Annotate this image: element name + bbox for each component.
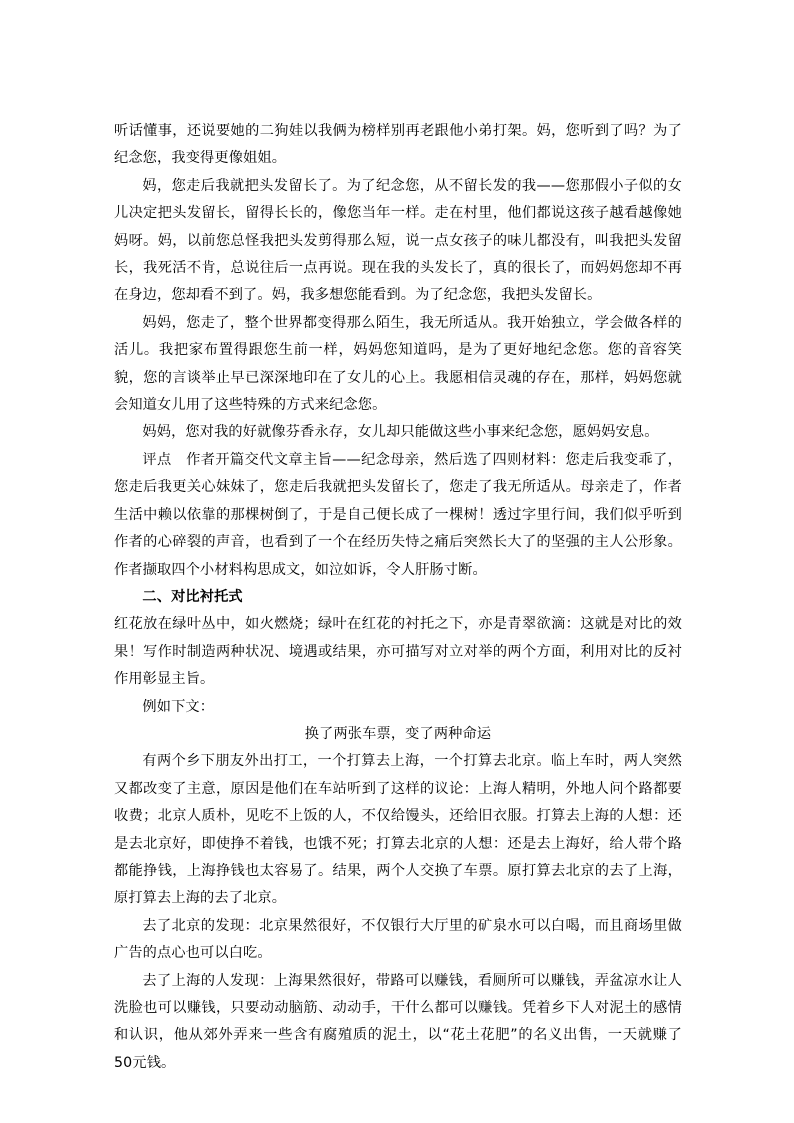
example-paragraph: 有两个乡下朋友外出打工，一个打算去上海，一个打算去北京。临上车时，两人突然又都改变了主意，原因是他们在车站听到了这样的议论：上海人精明，外地人问个路都要收费；北京人质朴，见吃不上饭的人，不仅给馒头，还给旧衣服。打算去上海的人想：还是去北京好，即使挣不着钱，也饿不死；打算去北京的人想：还是去上海好，给人带个路都能挣钱，上海挣钱也太容易了。结果，两个人交换了车票。原打算去北京的去了上海，原打算去上海的去了北京。 [114, 753, 682, 907]
section-heading: 二、对比衬托式 [142, 588, 243, 605]
document-page [114, 118, 682, 1077]
example-paragraph: 去了上海的人发现：上海果然很好，带路可以赚钱，看厕所可以赚钱，弄盆凉水让人洗脸也可以赚钱，只要动动脑筋、动动手，干什么都可以赚钱。凭着乡下人对泥土的感情和认识，他从郊外弄来一些含有腐殖质的泥土，以“花土花肥”的名义出售，一天就赚了 50元钱。 [114, 972, 682, 1071]
paragraph: 妈妈，您走了，整个世界都变得那么陌生，我无所适从。我开始独立，学会做各样的活儿。我把家布置得跟您生前一样，妈妈您知道吗，是为了更好地纪念您。您的音容笑貌，您的言谈举止早已深深地印在了女儿的心上。我愿相信灵魂的存在，那样，妈妈您就会知道女儿用了这些特殊的方式来纪念您。 [114, 314, 682, 414]
example-paragraph: 去了北京的发现：北京果然很好，不仅银行大厅里的矿泉水可以白喝，而且商场里做广告的点心也可以白吃。 [114, 917, 682, 962]
example-title: 换了两张车票，变了两种命运 [304, 725, 492, 742]
paragraph: 妈妈，您对我的好就像芬香永存，女儿却只能做这些小事来纪念您，愿妈妈安息。 [142, 424, 659, 441]
commentary-paragraph: 评点 作者开篇交代文章主旨——纪念母亲，然后选了四则材料：您走后我变乖了，您走后我更关心妹妹了，您走后我就把头发留长了，您走了我无所适从。母亲走了，作者生活中赖以依靠的那棵树倒了，于是自己便长成了一棵树！透过字里行间，我们似乎听到作者的心碎裂的声音，也看到了一个在经历失恃之痛后突然长大了的坚强的主人公形象。作者撷取四个小材料构思成文，如泣如诉，令人肝肠寸断。 [114, 451, 682, 578]
paragraph: 妈，您走后我就把头发留长了。为了纪念您，从不留长发的我——您那假小子似的女儿决定把头发留长，留得长长的，像您当年一样。走在村里，他们都说这孩子越看越像她妈呀。妈，以前您总怪我把头发剪得那么短，说一点女孩子的味儿都没有，叫我把头发留长，我死活不肯，总说往后一点再说。现在我的头发长了，真的很长了，而妈妈您却不再在身边，您却看不到了。妈，我多想您能看到。为了纪念您，我把头发留长。 [114, 177, 682, 304]
section-intro: 红花放在绿叶丛中，如火燃烧；绿叶在红花的衬托之下，亦是青翠欲滴：这就是对比的效果！写作时制造两种状况、境遇或结果，亦可描写对立对举的两个方面，利用对比的反衬作用彰显主旨。 [114, 616, 682, 688]
example-label: 例如下文： [142, 698, 215, 715]
paragraph: 听话懂事，还说要她的二狗娃以我俩为榜样别再老跟他小弟打架。妈，您听到了吗？为了纪念您，我变得更像姐姐。 [114, 123, 682, 167]
